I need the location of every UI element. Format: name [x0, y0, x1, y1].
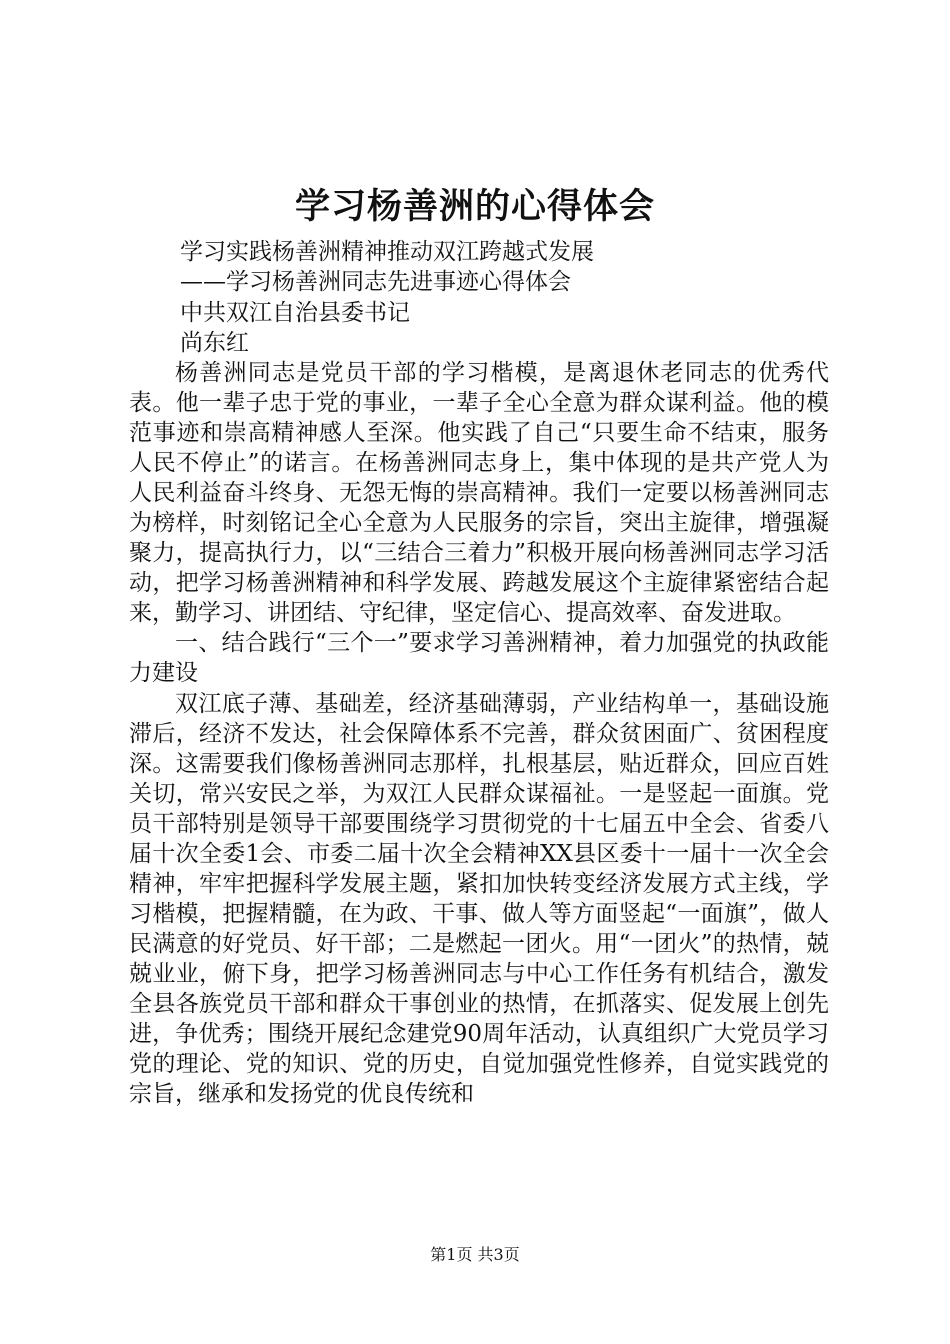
- subtitle-main: 学习实践杨善洲精神推动双江跨越式发展: [180, 239, 594, 265]
- paragraph: 双江底子薄、基础差，经济基础薄弱，产业结构单一，基础设施滞后，经济不发达，社会保障体系不完善，群众贫困面广、贫困程度深。这需要我们像杨善洲同志那样，扎根基层，贴近群众，回应百姓关切，常兴安民之举，为双江人民群众谋福祉。一是竖起一面旗。党员干部特别是领导干部要围绕学习贯彻党的十七届五中全会、省委八届十次全委1会、市委二届十次全会精神XX县区委十一届十一次全会精神，牢牢把握科学发展主题，紧扣加快转变经济发展方式主线，学习楷模，把握精髓，在为政、干事、做人等方面竖起“一面旗”，做人民满意的好党员、好干部；二是燃起一团火。用“一团火”的热情，兢兢业业，俯下身，把学习杨善洲同志与中心工作任务有机结合，激发全县各族党员干部和群众干事创业的热情，在抓落实、促发展上创先进，争优秀；围绕开展纪念建党90周年活动，认真组织广大党员学习党的理论、党的知识、党的历史，自觉加强党性修养，自觉实践党的宗旨，继承和发扬党的优良传统和: [129, 690, 829, 1108]
- author-position: 中共双江自治县委书记: [180, 300, 410, 326]
- author-name: 尚东红: [180, 330, 249, 356]
- paragraph: 杨善洲同志是党员干部的学习楷模，是离退休老同志的优秀代表。他一辈子忠于党的事业，一辈子全心全意为群众谋利益。他的模范事迹和崇高精神感人至深。他实践了自己“只要生命不结束，服务人民不停止”的诺言。在杨善洲同志身上，集中体现的是共产党人为人民利益奋斗终身、无怨无悔的崇高精神。我们一定要以杨善洲同志为榜样，时刻铭记全心全意为人民服务的宗旨，突出主旋律，增强凝聚力，提高执行力，以“三结合三着力”积极开展向杨善洲同志学习活动，把学习杨善洲精神和科学发展、跨越发展这个主旋律紧密结合起来，勤学习、讲团结、守纪律，坚定信心、提高效率、奋发进取。: [129, 360, 829, 627]
- subtitle-sub: ——学习杨善洲同志先进事迹心得体会: [180, 269, 571, 295]
- section-heading: 一、结合践行“三个一”要求学习善洲精神，着力加强党的执政能力建设: [129, 630, 829, 687]
- body-text: [129, 358, 829, 1109]
- document-title: 学习杨善洲的心得体会: [294, 186, 655, 227]
- page-footer: 第1页 共3页: [430, 1245, 520, 1264]
